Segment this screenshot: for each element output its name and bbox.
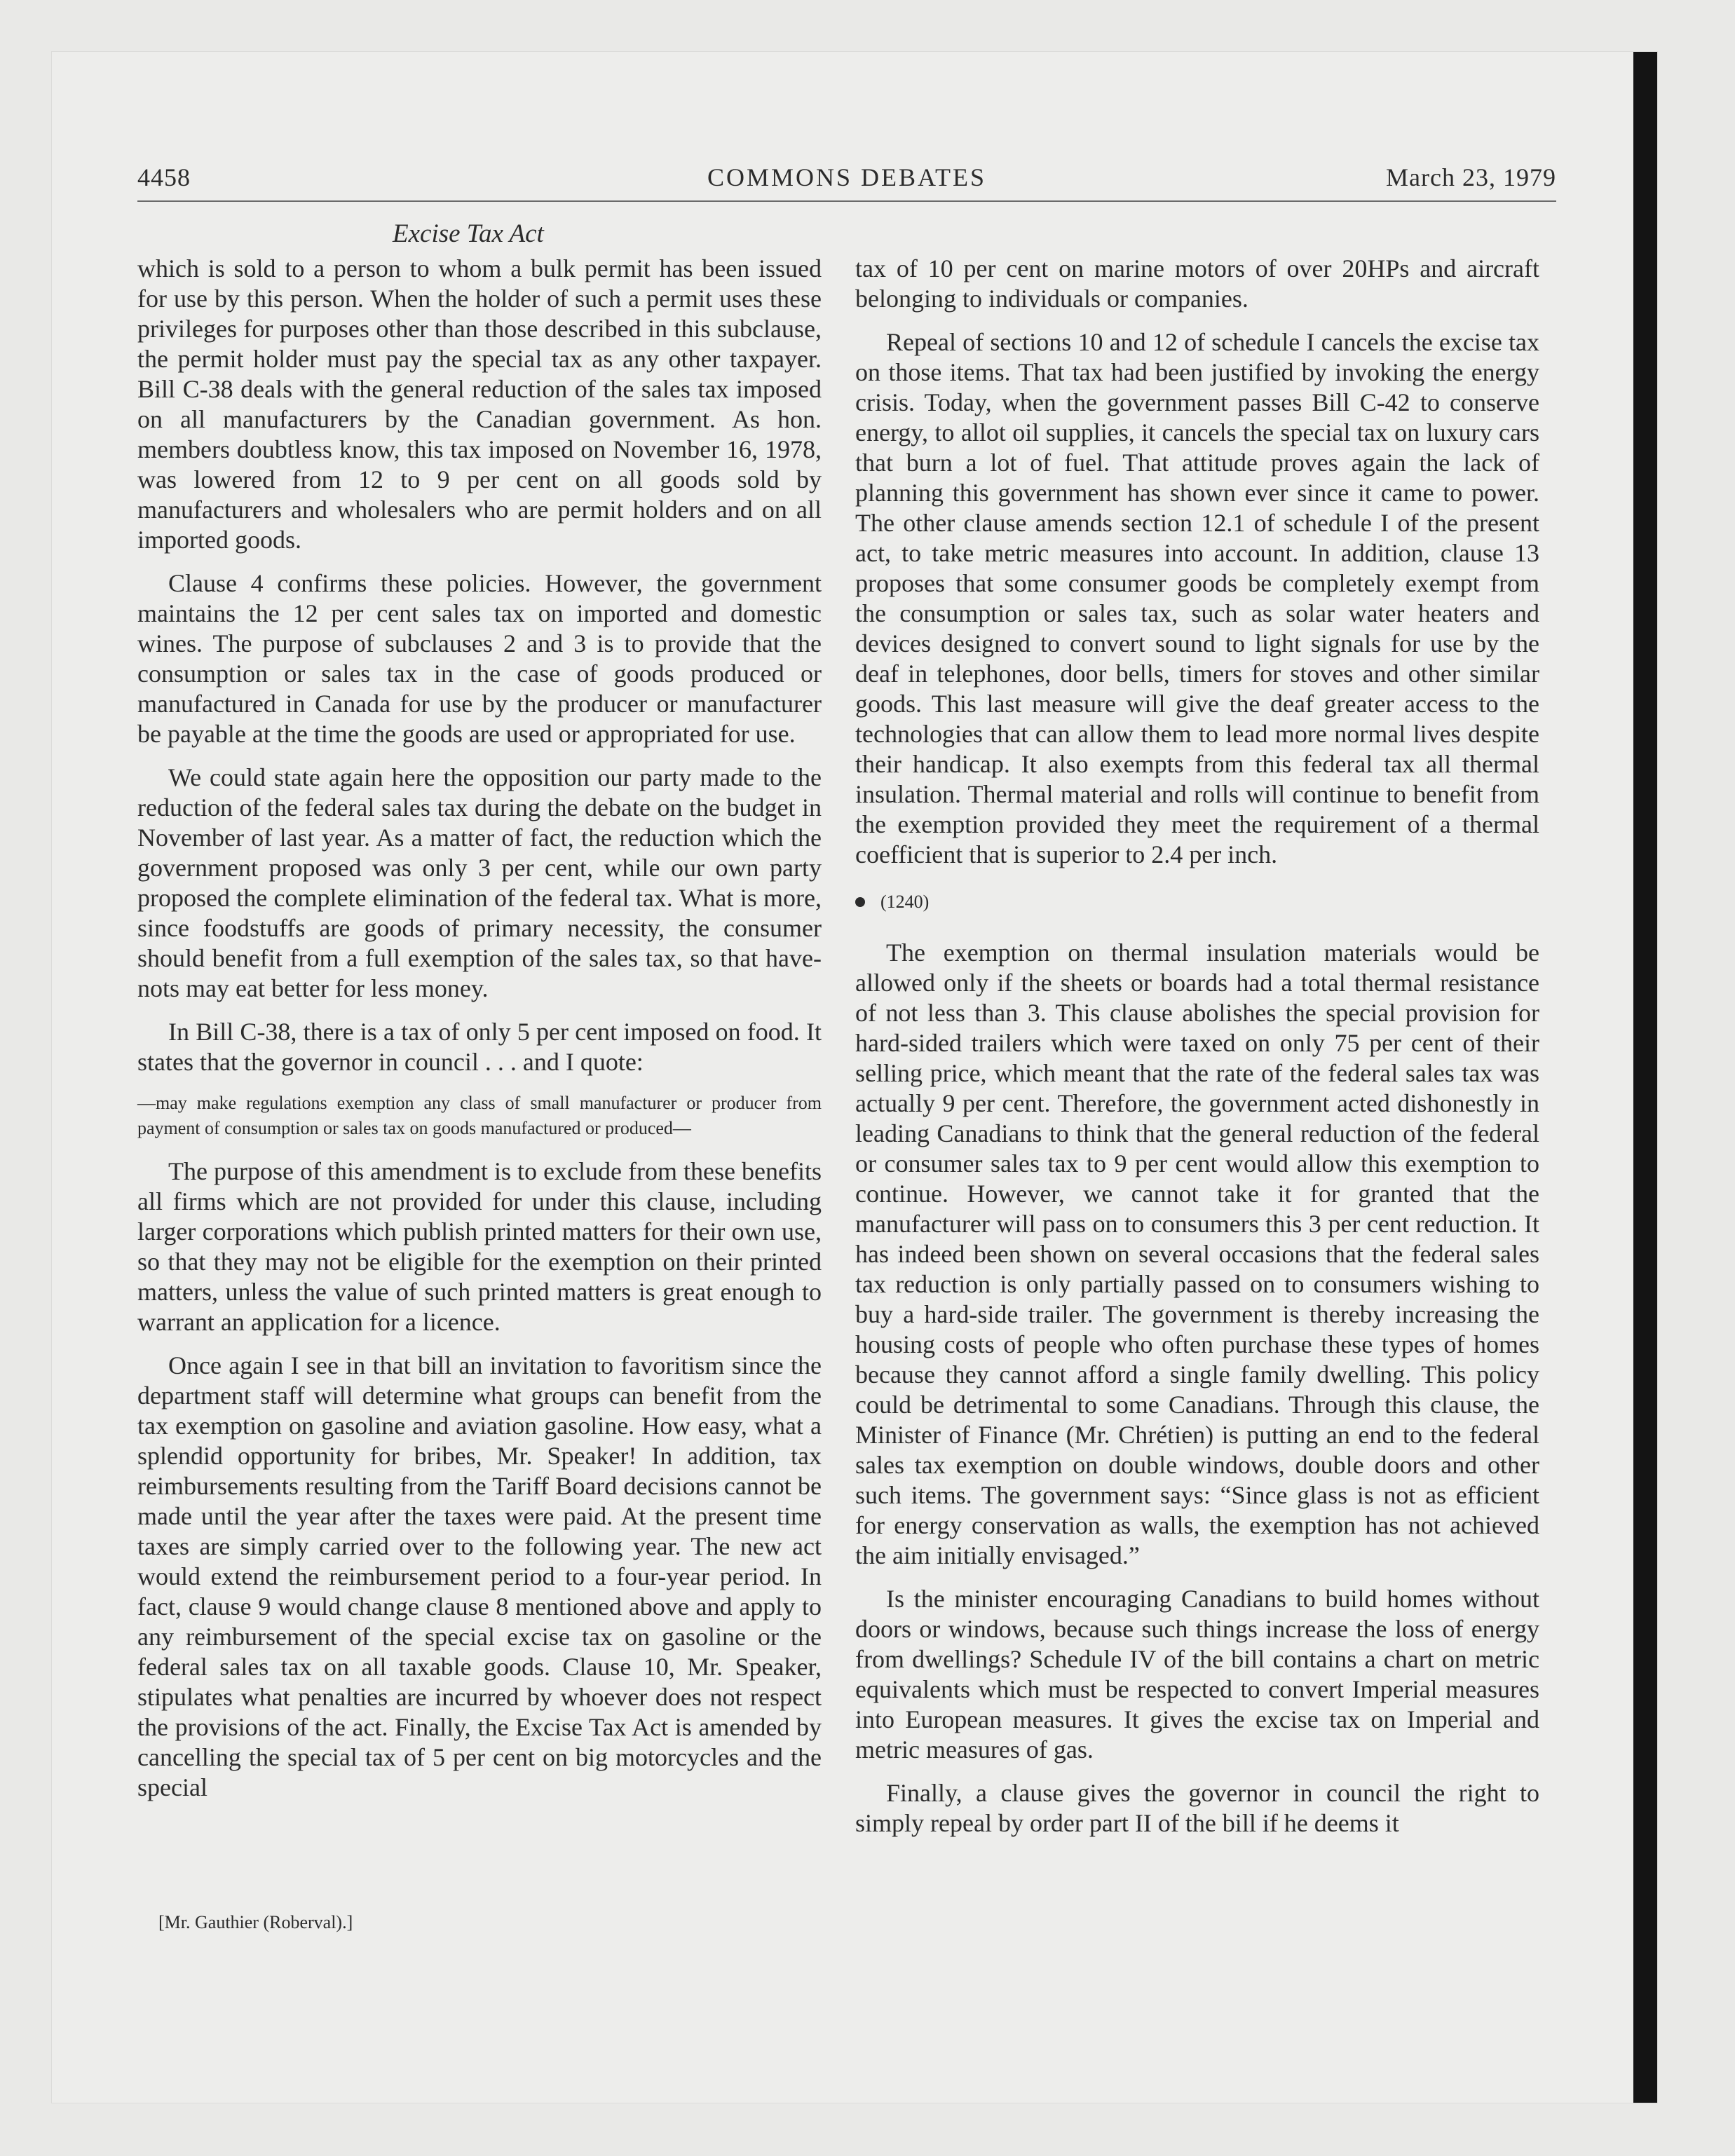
scan-edge-bar (1633, 52, 1657, 2103)
right-column (855, 254, 1539, 1852)
publication-title: COMMONS DEBATES (707, 163, 987, 191)
page-header (137, 163, 1556, 202)
speaker-attribution: [Mr. Gauthier (Roberval).] (158, 1912, 353, 1932)
paragraph: Repeal of sections 10 and 12 of schedule I cancels the excise tax on those items. That tax had been justified by invoking the energy crisis. Today, when the government passes Bill C-42 to conserve energy, to allot oil supplies, it cancels the special tax on luxury cars that burn a lot of fuel. That attitude proves again the lack of planning this government has shown ever since it came to power. The other clause amends section 12.1 of schedule I of the present act, to take metric measures into account. In addition, clause 13 proposes that some consumer goods be completely exempt from the consumption or sales tax, such as solar water heaters and devices designed to convert sound to light signals for use by the deaf in telephones, door bells, timers for stoves and other similar goods. This last measure will give the deaf greater access to the technologies that can allow them to lead more normal lives despite their handicap. It also exempts from this federal tax all thermal insulation. Thermal material and rolls will continue to benefit from the exemption provided they meet the requirement of a thermal coefficient that is superior to 2.4 per inch. (855, 328, 1539, 868)
time-marker-label: (1240) (880, 892, 930, 912)
paragraph: Finally, a clause gives the governor in council the right to simply repeal by order part II of the bill if he deems it (855, 1779, 1539, 1837)
paragraph: The purpose of this amendment is to exclude from these benefits all firms which are not provided for under this clause, including larger corporations which publish printed matters for their own use, so that they may not be eligible for the exemption on their printed matters, unless the value of such printed matters is great enough to warrant an application for a licence. (137, 1157, 822, 1336)
paragraph: The exemption on thermal insulation materials would be allowed only if the sheets or boards had a total thermal resistance of not less than 3. This clause abolishes the special provision for hard-sided trailers which were taxed on only 75 per cent of their selling price, which meant that the rate of the federal sales tax was actually 9 per cent. Therefore, the government acted dishonestly in leading Canadians to think that the general reduction of the federal or consumer sales tax to 9 per cent would allow this exemption to continue. However, we cannot take it for granted that the manufacturer will pass on to consumers this 3 per cent reduction. It has indeed been shown on several occasions that the federal sales tax reduction is only partially passed on to consumers wishing to buy a hard-side trailer. The government is thereby increasing the housing costs of people who often purchase these types of homes because they cannot afford a single family dwelling. This policy could be detrimental to some Canadians. Through this clause, the Minister of Finance (Mr. Chrétien) is putting an end to the federal sales tax exemption on double windows, double doors and other such items. The government says: “Since glass is not as efficient for energy conservation as walls, the exemption has not achieved the aim initially envisaged.” (855, 939, 1539, 1569)
running-title: Excise Tax Act (393, 219, 544, 248)
page-date: March 23, 1979 (1386, 163, 1556, 191)
page-number: 4458 (137, 163, 191, 191)
paragraph: tax of 10 per cent on marine motors of over 20HPs and aircraft belonging to individuals or companies. (855, 254, 1539, 313)
paragraph: Clause 4 confirms these policies. However, the government maintains the 12 per cent sales tax on imported and domestic wines. The purpose of subclauses 2 and 3 is to provide that the consumption or sales tax in the case of goods produced or manufactured in Canada for use by the producer or manufacturer be payable at the time the goods are used or appropriated for use. (137, 569, 822, 748)
paragraph: Is the minister encouraging Canadians to build homes without doors or windows, because such things increase the loss of energy from dwellings? Schedule IV of the bill contains a chart on metric equivalents which must be respected to convert Imperial measures into European measures. It gives the excise tax on Imperial and metric measures of gas. (855, 1585, 1539, 1763)
paragraph: In Bill C-38, there is a tax of only 5 per cent imposed on food. It states that the governor in council . . . and I quote: (137, 1018, 822, 1076)
left-column (137, 254, 822, 1816)
paragraph: which is sold to a person to whom a bulk permit has been issued for use by this person. When the holder of such a permit uses these privileges for purposes other than those described in this subclause, the permit holder must pay the special tax as any other taxpayer. Bill C-38 deals with the general reduction of the sales tax imposed on all manufacturers by the Canadian government. As hon. members doubtless know, this tax imposed on November 16, 1978, was lowered from 12 to 9 per cent on all goods sold by manufacturers and wholesalers who are permit holders and on all imported goods. (137, 254, 822, 554)
bullet-icon (855, 897, 865, 907)
paragraph: We could state again here the opposition our party made to the reduction of the federal sales tax during the debate on the budget in November of last year. As a matter of fact, the reduction which the government proposed was only 3 per cent, while our own party proposed the complete elimination of the federal tax. What is more, since foodstuffs are goods of primary necessity, the consumer should benefit from a full exemption of the sales tax, so that have-nots may eat better for less money. (137, 763, 822, 1002)
paragraph: Once again I see in that bill an invitation to favoritism since the department staff will determine what groups can benefit from the tax exemption on gasoline and aviation gasoline. How easy, what a splendid opportunity for bribes, Mr. Speaker! In addition, tax reimbursements resulting from the Tariff Board decisions cannot be made until the year after the taxes were paid. At the present time taxes are simply carried over to the following year. The new act would extend the reimbursement period to a four-year period. In fact, clause 9 would change clause 8 mentioned above and apply to any reimbursement of the special excise tax on gasoline or the federal sales tax on all taxable goods. Clause 10, Mr. Speaker, stipulates what penalties are incurred by whoever does not respect the provisions of the act. Finally, the Excise Tax Act is amended by cancelling the special tax of 5 per cent on big motorcycles and the special (137, 1351, 822, 1801)
block-quote: —may make regulations exemption any class of small manufacturer or producer from payment of consumption or sales tax on goods manufactured or produced— (137, 1093, 822, 1138)
time-marker (855, 887, 1539, 917)
